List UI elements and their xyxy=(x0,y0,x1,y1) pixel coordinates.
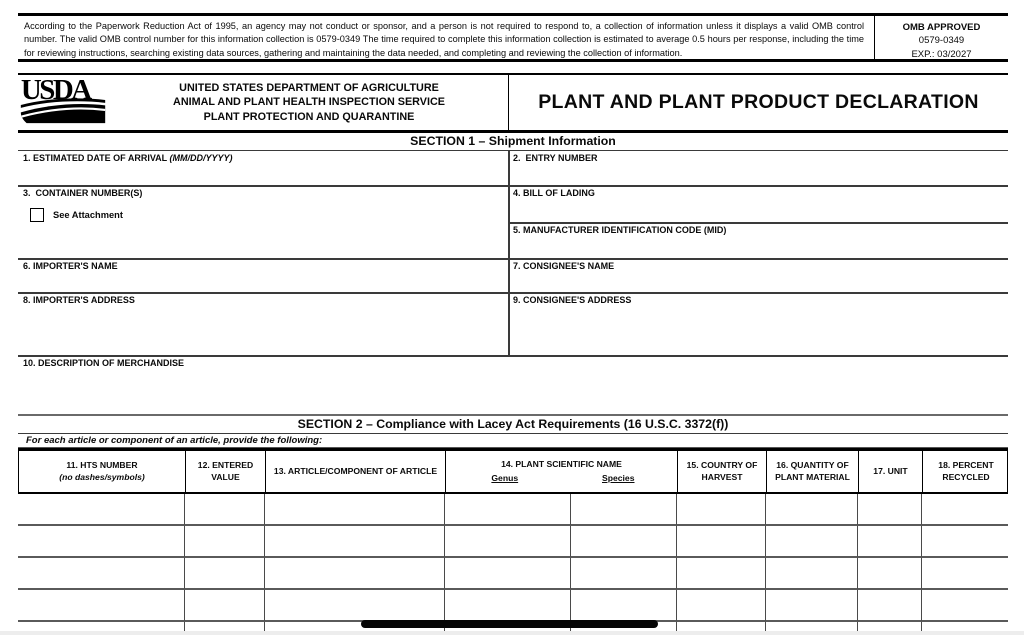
table-cell[interactable] xyxy=(766,558,858,590)
see-attachment-checkbox[interactable] xyxy=(30,208,44,222)
usda-logo xyxy=(18,75,124,130)
omb-expiration: EXP.: 03/2027 xyxy=(911,48,972,60)
agency-line-2: ANIMAL AND PLANT HEALTH INSPECTION SERVICE xyxy=(173,96,445,109)
divider xyxy=(18,292,1008,294)
agency-name-block xyxy=(124,81,508,125)
table-cell[interactable] xyxy=(677,558,766,590)
field-9-label: 9. CONSIGNEE'S ADDRESS xyxy=(513,295,632,305)
col-header-entered-value: 12. ENTERED VALUE xyxy=(186,451,266,492)
table-cell[interactable] xyxy=(265,558,445,590)
divider xyxy=(508,222,1008,224)
field-7-consignee-name[interactable] xyxy=(508,258,1008,292)
divider xyxy=(18,258,1008,260)
lacey-act-table xyxy=(18,448,1008,635)
usda-logo-graphic xyxy=(20,75,106,125)
field-1-label: 1. ESTIMATED DATE OF ARRIVAL (MM/DD/YYYY) xyxy=(23,153,233,163)
omb-approval-box xyxy=(874,16,1008,59)
table-cell[interactable] xyxy=(445,590,571,622)
agency-line-3: PLANT PROTECTION AND QUARANTINE xyxy=(203,110,415,123)
table-header-row xyxy=(18,451,1008,494)
screen-edge-strip xyxy=(0,631,1024,635)
paperwork-reduction-box xyxy=(18,13,1008,62)
field-6-label: 6. IMPORTER'S NAME xyxy=(23,261,118,271)
table-cell[interactable] xyxy=(677,526,766,558)
plant-name-title: 14. PLANT SCIENTIFIC NAME xyxy=(501,459,622,470)
field-1-estimated-date[interactable] xyxy=(18,150,508,185)
form-title: PLANT AND PLANT PRODUCT DECLARATION xyxy=(538,91,979,113)
table-cell[interactable] xyxy=(677,590,766,622)
table-cell[interactable] xyxy=(18,494,185,526)
table-cell[interactable] xyxy=(445,558,571,590)
table-cell[interactable] xyxy=(265,526,445,558)
table-cell[interactable] xyxy=(265,494,445,526)
table-cell[interactable] xyxy=(922,526,1008,558)
field-5-mid[interactable] xyxy=(508,222,1008,258)
table-cell[interactable] xyxy=(922,494,1008,526)
field-7-label: 7. CONSIGNEE'S NAME xyxy=(513,261,615,271)
divider xyxy=(18,185,1008,187)
field-6-importer-name[interactable] xyxy=(18,258,508,292)
field-4-label: 4. BILL OF LADING xyxy=(513,188,595,198)
table-cell[interactable] xyxy=(18,526,185,558)
section2-instruction: For each article or component of an article, provide the following: xyxy=(18,435,1008,448)
species-subheader: Species xyxy=(602,472,635,483)
form-header-band xyxy=(18,73,1008,133)
genus-species-subheaders xyxy=(448,473,675,484)
table-cell[interactable] xyxy=(18,558,185,590)
form-title-cell xyxy=(509,75,1008,130)
table-cell[interactable] xyxy=(185,494,265,526)
omb-control-number: 0579-0349 xyxy=(918,35,965,47)
divider xyxy=(18,355,1008,357)
field-1-format-hint: (MM/DD/YYYY) xyxy=(169,153,233,163)
field-2-label: 2. ENTRY NUMBER xyxy=(513,153,598,163)
field-4-bill-of-lading[interactable] xyxy=(508,185,1008,222)
hts-title: 11. HTS NUMBER xyxy=(66,460,138,471)
field-9-consignee-address[interactable] xyxy=(508,292,1008,355)
table-cell[interactable] xyxy=(858,526,922,558)
table-cell[interactable] xyxy=(185,590,265,622)
table-cell[interactable] xyxy=(858,590,922,622)
table-cell[interactable] xyxy=(185,526,265,558)
genus-subheader: Genus xyxy=(491,472,519,483)
table-cell[interactable] xyxy=(571,526,677,558)
table-cell[interactable] xyxy=(445,526,571,558)
col-header-article-component: 13. ARTICLE/COMPONENT OF ARTICLE xyxy=(266,451,446,492)
agency-block xyxy=(18,75,509,130)
field-5-label: 5. MANUFACTURER IDENTIFICATION CODE (MID) xyxy=(513,225,727,235)
col-header-percent-recycled: 18. PERCENT RECYCLED xyxy=(938,460,994,482)
col-header-unit: 17. UNIT xyxy=(859,451,923,492)
table-body xyxy=(18,494,1008,635)
table-cell[interactable] xyxy=(571,494,677,526)
horizontal-scrollbar-thumb[interactable] xyxy=(361,620,658,628)
usda-logo-text: USDA xyxy=(20,75,90,107)
table-cell[interactable] xyxy=(571,558,677,590)
see-attachment-label: See Attachment xyxy=(53,210,123,220)
table-cell[interactable] xyxy=(858,558,922,590)
table-cell[interactable] xyxy=(858,494,922,526)
field-10-label: 10. DESCRIPTION OF MERCHANDISE xyxy=(23,358,185,368)
table-cell[interactable] xyxy=(922,558,1008,590)
table-cell[interactable] xyxy=(445,494,571,526)
paperwork-notice: According to the Paperwork Reduction Act of 1995, an agency may not conduct or sponsor, and a person is not required to respond to, a collection of information unless it displays a valid OMB control number. The valid OMB control number for this information collection is 0579-0349 The time required to complete this information collection is estimated to average 0.5 hours per response, including the time for reviewing instructions, searching existing data sources, gathering and maintaining the data needed, and completing and reviewing the collection of information. xyxy=(24,21,864,58)
table-cell[interactable] xyxy=(766,494,858,526)
field-8-importer-address[interactable] xyxy=(18,292,508,355)
col-header-hts-number xyxy=(19,451,186,492)
col-header-country-of-harvest: 15. COUNTRY OF HARVEST xyxy=(678,451,767,492)
col-header-plant-scientific-name xyxy=(446,451,678,492)
table-cell[interactable] xyxy=(265,590,445,622)
table-cell[interactable] xyxy=(571,590,677,622)
see-attachment-row xyxy=(30,208,123,222)
field-3-label: 3. CONTAINER NUMBER(S) xyxy=(23,188,143,198)
section2-header: SECTION 2 – Compliance with Lacey Act Requirements (16 U.S.C. 3372(f)) xyxy=(18,416,1008,434)
col-header-quantity: 16. QUANTITY OF PLANT MATERIAL xyxy=(767,451,859,492)
omb-approved-label: OMB APPROVED xyxy=(902,22,981,33)
table-cell[interactable] xyxy=(922,590,1008,622)
agency-line-1: UNITED STATES DEPARTMENT OF AGRICULTURE xyxy=(179,81,439,94)
table-cell[interactable] xyxy=(766,526,858,558)
divider xyxy=(508,150,510,355)
table-cell[interactable] xyxy=(18,590,185,622)
hts-subtitle: (no dashes/symbols) xyxy=(59,471,145,482)
field-2-entry-number[interactable] xyxy=(508,150,1008,185)
table-cell[interactable] xyxy=(185,558,265,590)
field-8-label: 8. IMPORTER'S ADDRESS xyxy=(23,295,135,305)
table-cell[interactable] xyxy=(766,590,858,622)
table-cell[interactable] xyxy=(677,494,766,526)
field-10-description[interactable] xyxy=(18,355,1008,415)
section1-header: SECTION 1 – Shipment Information xyxy=(18,134,1008,151)
